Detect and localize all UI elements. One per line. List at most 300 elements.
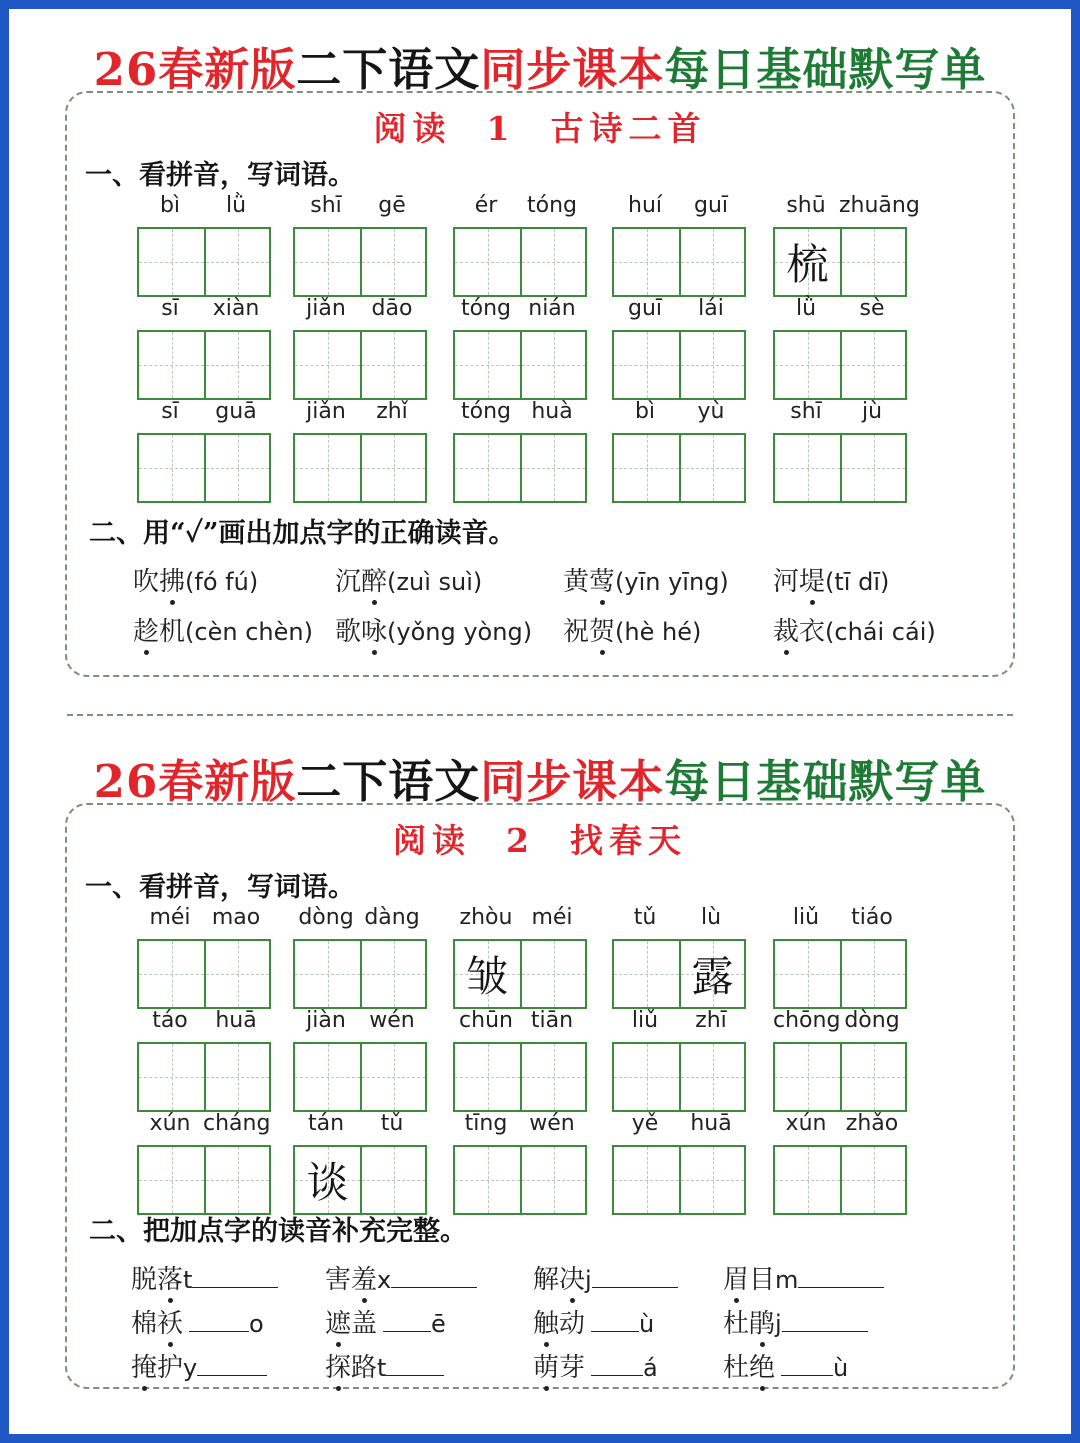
dotted-character: 探 <box>325 1347 351 1384</box>
lesson-title: 阅读 1 古诗二首 <box>373 109 707 148</box>
cell-character <box>455 435 520 501</box>
pinyin-label: tiáo <box>851 905 893 930</box>
word-text: 目 <box>749 1265 776 1295</box>
writing-cell[interactable] <box>775 229 840 295</box>
writing-box <box>137 433 271 503</box>
cell-character <box>775 332 840 398</box>
fill-question <box>325 1303 446 1340</box>
writing-box <box>773 227 907 297</box>
worksheet-page <box>9 9 1071 1434</box>
cell-character <box>206 229 269 295</box>
writing-cell[interactable] <box>775 1044 840 1110</box>
writing-cell[interactable] <box>204 332 269 398</box>
worksheet-header-2 <box>9 745 1071 810</box>
pinyin-label: táo <box>152 1008 188 1033</box>
cell-character <box>295 229 360 295</box>
cell-character <box>206 1147 269 1213</box>
dotted-character: 趁 <box>133 611 159 648</box>
answer-blank[interactable] <box>798 1261 884 1288</box>
word-text: 河 <box>773 567 800 597</box>
cell-character <box>775 1044 840 1110</box>
cell-character <box>614 1044 679 1110</box>
choice-question <box>335 561 482 598</box>
pinyin-tail: o <box>249 1310 264 1338</box>
answer-blank[interactable] <box>781 1349 833 1376</box>
header-part: 同步课本 <box>480 43 665 96</box>
writing-cell[interactable] <box>139 229 204 295</box>
writing-cell[interactable] <box>840 1044 905 1110</box>
pinyin-label: chūn <box>459 1008 513 1033</box>
writing-cell[interactable] <box>840 1147 905 1213</box>
pinyin-options[interactable]: (zuì suì) <box>387 568 483 596</box>
section-2-title: 二、用“✓”画出加点字的正确读音。 <box>89 518 516 549</box>
writing-cell[interactable] <box>360 229 425 295</box>
answer-blank[interactable] <box>197 1349 267 1376</box>
cell-character <box>139 229 204 295</box>
pinyin-options[interactable]: (tī dī) <box>825 568 890 596</box>
writing-box <box>137 227 271 297</box>
writing-cell[interactable] <box>679 332 744 398</box>
writing-box <box>612 433 746 503</box>
pinyin-options[interactable]: (fó fú) <box>185 568 259 596</box>
fill-question <box>131 1303 264 1340</box>
writing-box <box>453 227 587 297</box>
lesson-1-box <box>65 91 1015 677</box>
writing-box <box>453 433 587 503</box>
pinyin-label: huà <box>531 399 573 424</box>
writing-box <box>453 1145 587 1215</box>
answer-blank[interactable] <box>383 1305 431 1332</box>
cell-character <box>295 941 360 1007</box>
writing-box <box>137 330 271 400</box>
writing-cell[interactable] <box>139 435 204 501</box>
writing-cell[interactable] <box>204 1147 269 1213</box>
pinyin-hint: m <box>775 1266 799 1294</box>
cell-character <box>455 229 520 295</box>
writing-cell[interactable] <box>295 1147 360 1213</box>
answer-blank[interactable] <box>591 1305 639 1332</box>
fill-question <box>533 1259 678 1296</box>
writing-cell[interactable] <box>520 1147 585 1213</box>
pinyin-hint: x <box>377 1266 392 1294</box>
writing-cell[interactable] <box>139 332 204 398</box>
dotted-character: 贺 <box>589 611 615 648</box>
cell-character <box>139 332 204 398</box>
pinyin-label: guī <box>627 296 663 321</box>
writing-box <box>612 1042 746 1112</box>
fill-question <box>723 1259 884 1296</box>
cell-character <box>362 1044 425 1110</box>
pinyin-label: huā <box>690 1111 732 1136</box>
pinyin-label: wén <box>529 1111 575 1136</box>
cell-character <box>362 1147 425 1213</box>
pinyin-label: dāo <box>371 296 413 321</box>
pinyin-label: liǔ <box>792 905 820 930</box>
cell-character <box>455 1147 520 1213</box>
pinyin-label: lái <box>698 296 724 321</box>
pinyin-label: sè <box>859 296 885 321</box>
dotted-character: 堤 <box>799 561 825 598</box>
writing-cell[interactable] <box>520 229 585 295</box>
worksheet-header-1 <box>9 33 1071 98</box>
writing-box <box>773 939 907 1009</box>
pinyin-label: wén <box>369 1008 415 1033</box>
dotted-character: 袄 <box>157 1303 183 1340</box>
fill-question <box>533 1347 658 1384</box>
pinyin-label: gē <box>378 193 406 218</box>
pinyin-label: tiān <box>530 1008 574 1033</box>
answer-blank[interactable] <box>782 1305 868 1332</box>
word-text: 棉 <box>131 1309 158 1339</box>
writing-cell[interactable] <box>840 435 905 501</box>
answer-blank[interactable] <box>192 1261 278 1288</box>
writing-cell[interactable] <box>679 1044 744 1110</box>
writing-box <box>773 433 907 503</box>
writing-cell[interactable] <box>204 1044 269 1110</box>
cell-character <box>522 1147 585 1213</box>
pinyin-label: xún <box>149 1111 191 1136</box>
header-part: 26春新版 <box>93 43 297 96</box>
writing-cell[interactable] <box>455 435 520 501</box>
writing-box <box>612 227 746 297</box>
writing-cell[interactable] <box>204 229 269 295</box>
lesson-2-box <box>65 803 1015 1389</box>
cell-character <box>206 332 269 398</box>
dotted-character: 遮 <box>325 1303 351 1340</box>
writing-box <box>293 1145 427 1215</box>
cell-character <box>614 229 679 295</box>
pinyin-tail: ē <box>431 1310 446 1338</box>
word-text: 沉 <box>335 567 362 597</box>
cell-character <box>139 941 204 1007</box>
writing-cell[interactable] <box>840 332 905 398</box>
fill-question <box>723 1347 848 1384</box>
cell-character <box>206 435 269 501</box>
dotted-character: 触 <box>533 1303 559 1340</box>
cell-character <box>842 1147 905 1213</box>
writing-box <box>773 1145 907 1215</box>
header-part: 同步课本 <box>480 755 665 808</box>
word-text: 动 <box>559 1309 586 1339</box>
writing-cell[interactable] <box>455 1147 520 1213</box>
cell-character <box>842 435 905 501</box>
writing-cell[interactable] <box>360 332 425 398</box>
pinyin-tail: ù <box>639 1310 655 1338</box>
cell-character <box>455 1044 520 1110</box>
dotted-character: 决 <box>559 1259 585 1296</box>
writing-box <box>137 939 271 1009</box>
pinyin-label: huí <box>628 193 662 218</box>
cell-character <box>522 435 585 501</box>
writing-cell[interactable] <box>295 1044 360 1110</box>
pinyin-label: zhǎo <box>845 1111 899 1136</box>
writing-cell[interactable] <box>520 1044 585 1110</box>
writing-cell[interactable] <box>775 435 840 501</box>
fill-question <box>723 1303 868 1340</box>
writing-cell[interactable] <box>614 1044 679 1110</box>
word-text: 杜 <box>723 1353 750 1383</box>
writing-cell[interactable] <box>455 229 520 295</box>
fill-question <box>131 1259 278 1296</box>
pinyin-label: tǔ <box>633 905 657 930</box>
pinyin-label: bì <box>159 193 181 218</box>
dotted-character: 萌 <box>533 1347 559 1384</box>
choice-question <box>563 561 729 598</box>
dotted-character: 拂 <box>159 561 185 598</box>
cell-character <box>681 229 744 295</box>
dotted-character: 绝 <box>749 1347 775 1384</box>
answer-blank[interactable] <box>386 1349 444 1376</box>
pinyin-label: sī <box>161 399 179 424</box>
writing-cell[interactable] <box>360 1147 425 1213</box>
writing-box <box>453 330 587 400</box>
word-text: 盖 <box>351 1309 378 1339</box>
writing-cell[interactable] <box>139 941 204 1007</box>
pinyin-label: shī <box>790 399 822 424</box>
writing-cell[interactable] <box>614 1147 679 1213</box>
writing-cell[interactable] <box>614 941 679 1007</box>
dotted-character: 掩 <box>131 1347 157 1384</box>
pinyin-label: huā <box>215 1008 257 1033</box>
writing-cell[interactable] <box>204 435 269 501</box>
dotted-character: 眉 <box>723 1259 749 1296</box>
pinyin-label: xún <box>785 1111 827 1136</box>
cell-character <box>295 332 360 398</box>
cell-character <box>775 435 840 501</box>
cell-character <box>362 435 425 501</box>
writing-cell[interactable] <box>679 435 744 501</box>
pinyin-label: guī <box>693 193 729 218</box>
cell-character <box>842 941 905 1007</box>
answer-blank[interactable] <box>591 1349 643 1376</box>
pinyin-label: ér <box>474 193 498 218</box>
writing-cell[interactable] <box>520 332 585 398</box>
pinyin-label: dòng <box>844 1008 900 1033</box>
pinyin-label: shī <box>310 193 342 218</box>
pinyin-label: shū <box>786 193 826 218</box>
writing-cell[interactable] <box>139 1044 204 1110</box>
writing-cell[interactable] <box>840 941 905 1007</box>
cell-character: 露 <box>691 952 734 1001</box>
writing-box <box>293 227 427 297</box>
pinyin-label: tǔ <box>380 1111 404 1136</box>
fill-question <box>131 1347 267 1384</box>
writing-cell[interactable] <box>840 229 905 295</box>
pinyin-tail: á <box>643 1354 658 1382</box>
header-part: 二下语文 <box>296 755 481 808</box>
word-text: 脱 <box>131 1265 158 1295</box>
pinyin-tail: ù <box>833 1354 849 1382</box>
answer-blank[interactable] <box>592 1261 678 1288</box>
section-1-title: 一、看拼音，写词语。 <box>85 160 355 191</box>
writing-cell[interactable] <box>295 435 360 501</box>
word-text: 芽 <box>559 1353 586 1383</box>
pinyin-hint: t <box>183 1266 193 1294</box>
pinyin-label: zhī <box>695 1008 727 1033</box>
cell-character <box>681 1147 744 1213</box>
pinyin-label: nián <box>528 296 576 321</box>
dotted-character: 醉 <box>361 561 387 598</box>
header-part: 二下语文 <box>296 43 481 96</box>
choice-question <box>133 561 258 598</box>
pinyin-label: méi <box>531 905 573 930</box>
lesson-title: 阅读 2 找春天 <box>393 821 687 860</box>
word-text: 黄 <box>563 567 590 597</box>
section-1-title: 一、看拼音，写词语。 <box>85 872 355 903</box>
writing-cell[interactable] <box>679 941 744 1007</box>
cell-character <box>842 1044 905 1110</box>
cell-character <box>295 435 360 501</box>
pinyin-label: tán <box>307 1111 345 1136</box>
pinyin-label: lǜ <box>225 193 247 218</box>
writing-cell[interactable] <box>614 229 679 295</box>
pinyin-label: xiàn <box>212 296 260 321</box>
pinyin-label: lǜ <box>795 296 817 321</box>
cell-character <box>842 332 905 398</box>
cell-character <box>522 332 585 398</box>
word-text: 路 <box>351 1353 378 1383</box>
writing-cell[interactable] <box>775 1147 840 1213</box>
choice-question <box>335 611 532 648</box>
cell-character <box>614 1147 679 1213</box>
choice-question <box>773 561 889 598</box>
writing-cell[interactable] <box>775 941 840 1007</box>
choice-question <box>773 611 936 648</box>
word-text: 歌 <box>335 617 362 647</box>
header-part: 每日基础默写单 <box>664 43 987 96</box>
pinyin-hint: t <box>377 1354 387 1382</box>
dotted-character: 鹃 <box>749 1303 775 1340</box>
pinyin-options[interactable]: (hè hé) <box>615 618 702 646</box>
writing-cell[interactable] <box>360 1044 425 1110</box>
cell-character <box>681 332 744 398</box>
pinyin-hint: y <box>183 1354 198 1382</box>
pinyin-label: guā <box>215 399 257 424</box>
writing-cell[interactable] <box>295 332 360 398</box>
cell-character <box>775 1147 840 1213</box>
cell-character <box>842 229 905 295</box>
word-text: 机 <box>159 617 186 647</box>
writing-cell[interactable] <box>679 1147 744 1213</box>
pinyin-options[interactable]: (yīn yīng) <box>615 568 729 596</box>
answer-blank[interactable] <box>189 1305 249 1332</box>
word-text: 杜 <box>723 1309 750 1339</box>
pinyin-label: cháng <box>203 1111 271 1136</box>
word-text: 害 <box>325 1265 352 1295</box>
pinyin-hint: j <box>585 1266 592 1294</box>
pinyin-label: jiǎn <box>306 296 346 321</box>
pinyin-options[interactable]: (yǒng yòng) <box>387 618 533 646</box>
writing-box <box>293 330 427 400</box>
cell-character: 梳 <box>786 240 829 289</box>
cell-character <box>206 941 269 1007</box>
writing-cell[interactable] <box>455 1044 520 1110</box>
cell-character <box>614 941 679 1007</box>
pinyin-options[interactable]: (cèn chèn) <box>185 618 313 646</box>
word-text: 祝 <box>563 617 590 647</box>
pinyin-label: yě <box>631 1111 659 1136</box>
writing-box <box>773 1042 907 1112</box>
writing-cell[interactable] <box>455 332 520 398</box>
pinyin-label: jiàn <box>306 1008 346 1033</box>
pinyin-label: bì <box>634 399 656 424</box>
word-text: 护 <box>157 1353 184 1383</box>
writing-box <box>453 939 587 1009</box>
cell-character <box>614 435 679 501</box>
pinyin-label: tīng <box>464 1111 508 1136</box>
cell-character <box>362 941 425 1007</box>
section-2-title: 二、把加点字的读音补充完整。 <box>89 1216 467 1247</box>
writing-cell[interactable] <box>520 435 585 501</box>
pinyin-label: jiǎn <box>306 399 346 424</box>
cell-character <box>681 435 744 501</box>
pinyin-label: zhòu <box>459 905 513 930</box>
pinyin-label: tóng <box>461 399 511 424</box>
cell-character <box>362 332 425 398</box>
word-text: 解 <box>533 1265 560 1295</box>
writing-box <box>773 330 907 400</box>
writing-box <box>612 1145 746 1215</box>
writing-cell[interactable] <box>295 941 360 1007</box>
writing-cell[interactable] <box>204 941 269 1007</box>
writing-box <box>293 1042 427 1112</box>
word-text: 吹 <box>133 567 160 597</box>
dotted-character: 裁 <box>773 611 799 648</box>
pinyin-label: liǔ <box>631 1008 659 1033</box>
pinyin-label: tóng <box>527 193 577 218</box>
writing-box <box>137 1145 271 1215</box>
cell-character <box>775 941 840 1007</box>
pinyin-label: sī <box>161 296 179 321</box>
pinyin-label: mao <box>211 905 261 930</box>
dotted-character: 咏 <box>361 611 387 648</box>
dotted-character: 落 <box>157 1259 183 1296</box>
pinyin-label: zhǐ <box>376 399 408 424</box>
pinyin-hint: j <box>775 1310 782 1338</box>
choice-question <box>563 611 701 648</box>
answer-blank[interactable] <box>391 1261 477 1288</box>
writing-cell[interactable] <box>679 229 744 295</box>
pinyin-options[interactable]: (chái cái) <box>825 618 936 646</box>
cell-character: 谈 <box>306 1158 349 1207</box>
writing-cell[interactable] <box>295 229 360 295</box>
writing-cell[interactable] <box>614 435 679 501</box>
writing-cell[interactable] <box>455 941 520 1007</box>
fill-question <box>325 1347 444 1384</box>
cell-character <box>522 229 585 295</box>
cell-character <box>362 229 425 295</box>
writing-cell[interactable] <box>614 332 679 398</box>
cell-character <box>139 1044 204 1110</box>
dotted-character: 羞 <box>351 1259 377 1296</box>
cell-character <box>455 332 520 398</box>
writing-cell[interactable] <box>520 941 585 1007</box>
word-text: 衣 <box>799 617 826 647</box>
writing-cell[interactable] <box>775 332 840 398</box>
writing-box <box>293 433 427 503</box>
fill-question <box>325 1259 477 1296</box>
writing-cell[interactable] <box>139 1147 204 1213</box>
writing-cell[interactable] <box>360 435 425 501</box>
writing-box <box>612 939 746 1009</box>
pinyin-label: zhuāng <box>839 193 920 218</box>
cell-character <box>295 1044 360 1110</box>
cell-character <box>522 1044 585 1110</box>
writing-box <box>453 1042 587 1112</box>
fill-question <box>533 1303 654 1340</box>
cell-character <box>681 1044 744 1110</box>
writing-cell[interactable] <box>360 941 425 1007</box>
